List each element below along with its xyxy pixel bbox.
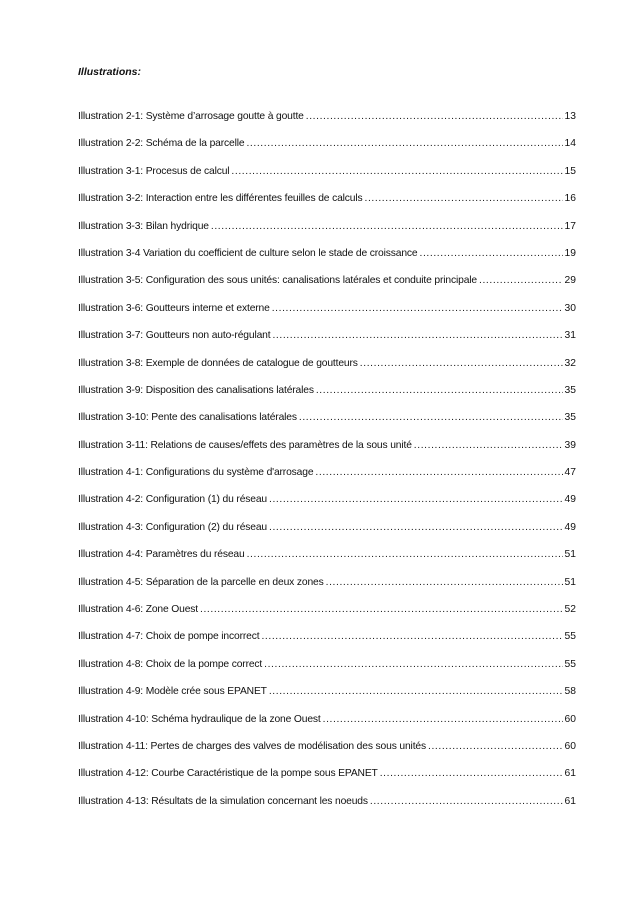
toc-entry-page-number: 49 xyxy=(564,494,576,506)
toc-entry[interactable] xyxy=(78,110,576,137)
toc-dot-leader xyxy=(269,685,563,699)
toc-entry[interactable] xyxy=(78,740,576,767)
toc-entry[interactable] xyxy=(78,302,576,329)
toc-entry-page-number: 30 xyxy=(564,302,576,314)
toc-entry[interactable] xyxy=(78,493,576,520)
toc-dot-leader xyxy=(315,466,562,480)
toc-entry-page-number: 51 xyxy=(564,576,576,588)
toc-entry-label: Illustration 4-8: Choix de la pompe correct xyxy=(78,658,263,670)
toc-entry-page-number: 13 xyxy=(564,111,576,122)
toc-entry-page-number: 32 xyxy=(564,357,576,369)
toc-entry[interactable] xyxy=(78,220,576,247)
toc-entry-page-number: 35 xyxy=(564,412,576,424)
toc-dot-leader xyxy=(479,274,563,288)
toc-entry-page-number: 55 xyxy=(564,631,576,643)
toc-dot-leader xyxy=(428,740,563,754)
toc-entry-page-number: 31 xyxy=(564,330,576,342)
toc-entry-label: Illustration 3-1: Procesus de calcul xyxy=(78,165,230,177)
toc-dot-leader xyxy=(414,439,563,453)
toc-entry-page-number: 35 xyxy=(564,384,576,396)
toc-dot-leader xyxy=(419,247,562,261)
toc-entry-label: Illustration 4-4: Paramètres du réseau xyxy=(78,549,245,561)
toc-entry-label: Illustration 4-10: Schéma hydraulique de la zone Ouest xyxy=(78,713,321,725)
toc-entry[interactable] xyxy=(78,603,576,630)
toc-entry-label: Illustration 3-2: Interaction entre les différentes feuilles de calculs xyxy=(78,193,363,205)
toc-entry-page-number: 14 xyxy=(564,138,576,150)
toc-entry-label: Illustration 3-9: Disposition des canalisations latérales xyxy=(78,384,314,396)
toc-entry-page-number: 60 xyxy=(564,713,576,725)
toc-dot-leader xyxy=(272,302,563,316)
toc-entry-page-number: 19 xyxy=(564,247,576,259)
illustration-list xyxy=(78,110,576,822)
toc-entry-label: Illustration 4-11: Pertes de charges des valves de modélisation des sous unités xyxy=(78,740,426,752)
toc-entry-page-number: 16 xyxy=(564,193,576,205)
toc-entry-label: Illustration 2-2: Schéma de la parcelle xyxy=(78,138,245,150)
toc-entry-page-number: 60 xyxy=(564,740,576,752)
toc-dot-leader xyxy=(264,658,562,672)
toc-entry-label: Illustration 3-5: Configuration des sous unités: canalisations latérales et conduite principale xyxy=(78,275,478,287)
toc-entry-page-number: 15 xyxy=(564,165,576,177)
toc-entry-page-number: 58 xyxy=(564,686,576,698)
toc-entry-page-number: 47 xyxy=(564,467,576,479)
toc-entry-label: Illustration 4-6: Zone Ouest xyxy=(78,604,198,616)
toc-dot-leader xyxy=(360,357,563,371)
toc-entry-label: Illustration 4-7: Choix de pompe incorrect xyxy=(78,631,260,643)
toc-entry[interactable] xyxy=(78,521,576,548)
toc-entry[interactable] xyxy=(78,192,576,219)
toc-entry-page-number: 52 xyxy=(564,604,576,616)
toc-entry[interactable] xyxy=(78,713,576,740)
toc-entry[interactable] xyxy=(78,548,576,575)
toc-entry-label: Illustration 3-7: Goutteurs non auto-régulant xyxy=(78,330,271,342)
toc-entry-label: Illustration 3-3: Bilan hydrique xyxy=(78,220,209,232)
toc-entry-label: Illustration 4-12: Courbe Caractéristique de la pompe sous EPANET xyxy=(78,768,378,780)
toc-dot-leader xyxy=(211,220,563,234)
toc-entry-label: Illustration 4-13: Résultats de la simulation concernant les noeuds xyxy=(78,795,368,807)
toc-entry-label: Illustration 4-9: Modèle crée sous EPANET xyxy=(78,686,267,698)
toc-dot-leader xyxy=(299,411,563,425)
toc-entry-page-number: 39 xyxy=(564,439,576,451)
toc-entry[interactable] xyxy=(78,630,576,657)
toc-entry[interactable] xyxy=(78,411,576,438)
toc-dot-leader xyxy=(326,576,563,590)
toc-entry[interactable] xyxy=(78,795,576,822)
toc-dot-leader xyxy=(272,329,562,343)
toc-entry-label: Illustration 4-1: Configurations du système d'arrosage xyxy=(78,467,314,479)
toc-dot-leader xyxy=(261,630,562,644)
toc-entry-page-number: 61 xyxy=(564,768,576,780)
toc-entry[interactable] xyxy=(78,165,576,192)
toc-dot-leader xyxy=(380,767,563,781)
toc-dot-leader xyxy=(247,548,563,562)
toc-entry-label: Illustration 2-1: Système d’arrosage goutte à goutte xyxy=(78,111,304,122)
toc-entry-label: Illustration 3-10: Pente des canalisations latérales xyxy=(78,412,297,424)
toc-entry[interactable] xyxy=(78,329,576,356)
toc-entry-label: Illustration 3-6: Goutteurs interne et externe xyxy=(78,302,270,314)
toc-dot-leader xyxy=(246,137,562,151)
toc-entry-label: Illustration 4-3: Configuration (2) du réseau xyxy=(78,521,267,533)
toc-dot-leader xyxy=(365,192,563,206)
toc-entry-page-number: 61 xyxy=(564,795,576,807)
toc-entry[interactable] xyxy=(78,384,576,411)
toc-entry-label: Illustration 4-2: Configuration (1) du réseau xyxy=(78,494,267,506)
toc-dot-leader xyxy=(370,795,563,809)
toc-entry[interactable] xyxy=(78,767,576,794)
toc-dot-leader xyxy=(200,603,563,617)
toc-entry-label: Illustration 3-11: Relations de causes/effets des paramètres de la sous unité xyxy=(78,439,412,451)
toc-entry[interactable] xyxy=(78,137,576,164)
toc-entry[interactable] xyxy=(78,439,576,466)
toc-dot-leader xyxy=(231,165,562,179)
toc-entry[interactable] xyxy=(78,274,576,301)
toc-dot-leader xyxy=(323,713,563,727)
toc-entry[interactable] xyxy=(78,658,576,685)
toc-entry-page-number: 17 xyxy=(564,220,576,232)
toc-entry-page-number: 51 xyxy=(564,549,576,561)
toc-dot-leader xyxy=(269,493,563,507)
toc-entry-page-number: 29 xyxy=(564,275,576,287)
toc-dot-leader xyxy=(306,110,563,124)
toc-entry[interactable] xyxy=(78,357,576,384)
toc-entry-label: Illustration 3-4 Variation du coefficient de culture selon le stade de croissance xyxy=(78,247,418,259)
toc-entry[interactable] xyxy=(78,685,576,712)
toc-entry-label: Illustration 4-5: Séparation de la parcelle en deux zones xyxy=(78,576,324,588)
list-heading: Illustrations: xyxy=(78,66,142,78)
toc-entry[interactable] xyxy=(78,466,576,493)
toc-entry[interactable] xyxy=(78,576,576,603)
toc-entry-label: Illustration 3-8: Exemple de données de catalogue de goutteurs xyxy=(78,357,358,369)
toc-dot-leader xyxy=(269,521,563,535)
toc-entry[interactable] xyxy=(78,247,576,274)
toc-entry-page-number: 49 xyxy=(564,521,576,533)
toc-entry-page-number: 55 xyxy=(564,658,576,670)
toc-dot-leader xyxy=(316,384,563,398)
